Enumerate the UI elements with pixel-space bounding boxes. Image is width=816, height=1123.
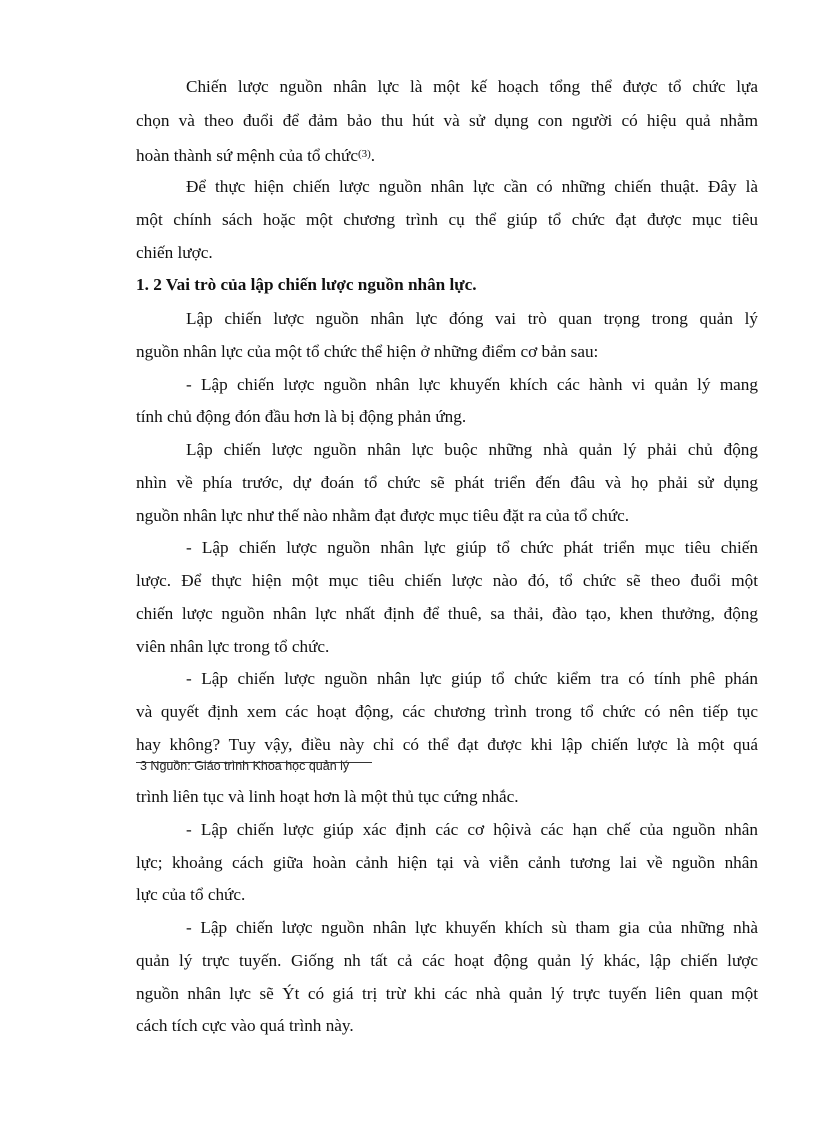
paragraph-line: cách tích cực vào quá trình này. <box>136 1016 354 1035</box>
paragraph-line: nguồn nhân lực như thế nào nhằm đạt được mục tiêu đặt ra của tổ chức. <box>136 506 630 525</box>
paragraph-text: . <box>370 146 376 165</box>
paragraph-line: lực; khoảng cách giữa hoàn cảnh hiện tại và viễn cảnh tương lai về nguồn nhân <box>136 853 758 872</box>
paragraph-line: và quyết định xem các hoạt động, các chương trình trong tổ chức có nên tiếp tục <box>136 702 758 721</box>
paragraph-line: lực của tổ chức. <box>136 885 246 904</box>
footnote-separator <box>136 762 372 763</box>
paragraph-text: hoàn thành sứ mệnh của tổ chức <box>136 146 358 165</box>
paragraph-line: một chính sách hoặc một chương trình cụ thể giúp tổ chức đạt được mục tiêu <box>136 210 758 229</box>
paragraph-line: - Lập chiến lược giúp xác định các cơ hộivà các hạn chế của nguồn nhân <box>186 820 758 839</box>
paragraph-line: quản lý trực tuyến. Giống nh tất cả các hoạt động quản lý khác, lập chiến lược <box>136 951 758 970</box>
paragraph-line: hay không? Tuy vậy, điều này chỉ có thể đạt được khi lập chiến lược là một quá <box>136 735 758 754</box>
paragraph-line: nhìn về phía trước, dự đoán tổ chức sẽ phát triển đến đâu và họ phải sử dụng <box>136 473 758 492</box>
paragraph-line: Lập chiến lược nguồn nhân lực buộc những nhà quản lý phải chủ động <box>186 440 758 459</box>
paragraph-line: - Lập chiến lược nguồn nhân lực giúp tổ chức kiểm tra có tính phê phán <box>186 669 758 688</box>
paragraph-line: nguồn nhân lực của một tổ chức thể hiện ở những điểm cơ bản sau: <box>136 342 599 361</box>
paragraph-line: - Lập chiến lược nguồn nhân lực khuyến khích sù tham gia của những nhà <box>186 918 758 937</box>
paragraph-line: - Lập chiến lược nguồn nhân lực giúp tổ chức phát triển mục tiêu chiến <box>186 538 758 557</box>
paragraph-line: lược. Để thực hiện một mục tiêu chiến lược nào đó, tổ chức sẽ theo đuổi một <box>136 571 758 590</box>
paragraph-line: tính chủ động đón đầu hơn là bị động phản ứng. <box>136 407 467 426</box>
paragraph-line <box>136 143 758 167</box>
paragraph-line: Để thực hiện chiến lược nguồn nhân lực cần có những chiến thuật. Đây là <box>186 177 758 196</box>
footnote: 3 Nguồn: Giáo trình Khoa học quản lý <box>140 759 350 773</box>
paragraph-line: chọn và theo đuổi để đảm bảo thu hút và sử dụng con người có hiệu quả nhằm <box>136 111 758 130</box>
paragraph-line: nguồn nhân lực sẽ Ýt có giá trị trừ khi các nhà quản lý trực tuyến liên quan một <box>136 984 758 1003</box>
paragraph-line: viên nhân lực trong tổ chức. <box>136 637 330 656</box>
paragraph-line: trình liên tục và linh hoạt hơn là một thủ tục cứng nhắc. <box>136 787 519 806</box>
paragraph-line: Lập chiến lược nguồn nhân lực đóng vai trò quan trọng trong quản lý <box>186 309 758 328</box>
footnote-reference: (3) <box>357 148 371 160</box>
paragraph-line: - Lập chiến lược nguồn nhân lực khuyến khích các hành vi quản lý mang <box>186 375 758 394</box>
paragraph-line: chiến lược. <box>136 243 213 262</box>
paragraph-line: Chiến lược nguồn nhân lực là một kế hoạch tổng thể được tổ chức lựa <box>186 77 758 96</box>
section-heading: 1. 2 Vai trò của lập chiến lược nguồn nhân lực. <box>136 275 477 294</box>
paragraph-line: chiến lược nguồn nhân lực nhất định để thuê, sa thải, đào tạo, khen thưởng, động <box>136 604 758 623</box>
